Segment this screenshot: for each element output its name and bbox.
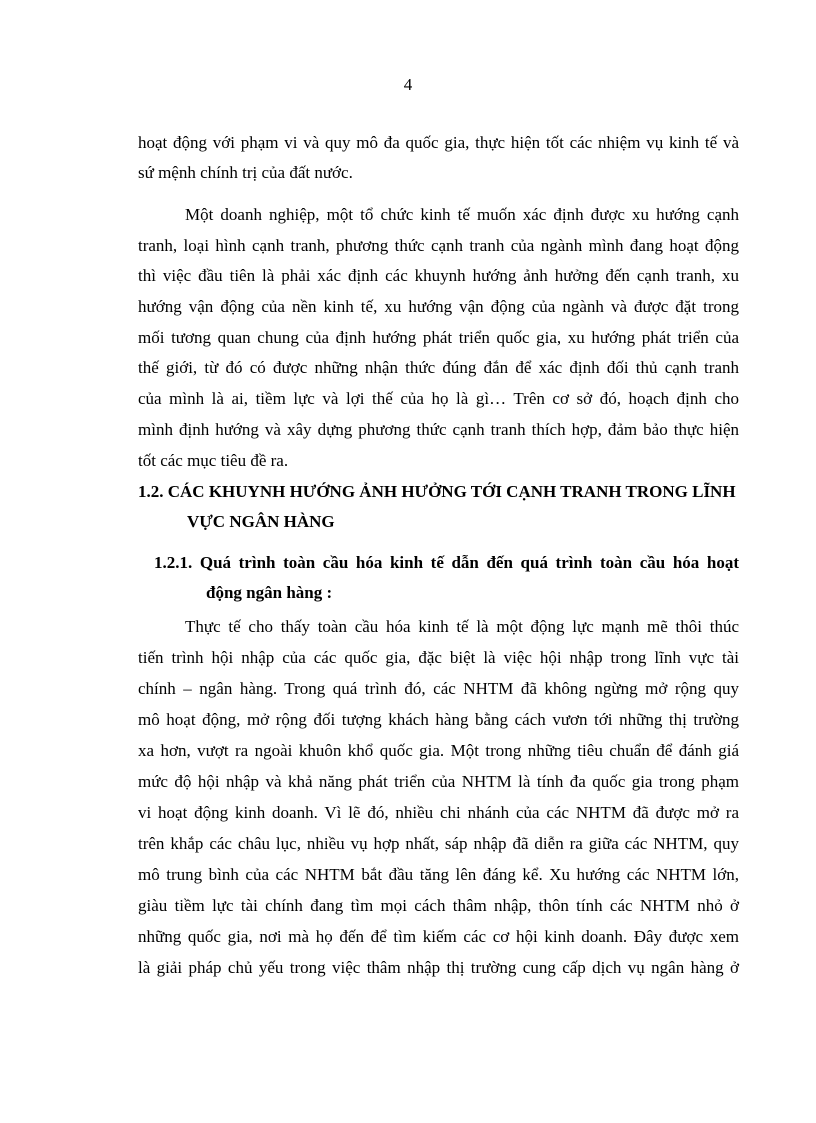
- paragraph-3-line-9: mô trung bình của các NHTM bắt đầu tăng lên đáng kể. Xu hướng các NHTM lớn,: [138, 865, 739, 884]
- paragraph-2-line-4: hướng vận động của nền kinh tế, xu hướng vận động của ngành và được đặt trong: [138, 297, 739, 316]
- paragraph-3-line-3: chính – ngân hàng. Trong quá trình đó, các NHTM đã không ngừng mở rộng quy: [138, 679, 739, 698]
- subsection-heading-1-2-1-cont: động ngân hàng :: [206, 583, 333, 602]
- paragraph-1-line-2: sứ mệnh chính trị của đất nước.: [138, 163, 353, 182]
- paragraph-2-line-1: Một doanh nghiệp, một tổ chức kinh tế muốn xác định được xu hướng cạnh: [185, 205, 739, 224]
- section-heading-1-2-cont: VỰC NGÂN HÀNG: [187, 512, 335, 531]
- paragraph-3-line-5: xa hơn, vượt ra ngoài khuôn khổ quốc gia. Một trong những tiêu chuẩn để đánh giá: [138, 741, 739, 760]
- paragraph-3-line-8: trên khắp các châu lục, nhiều vụ hợp nhất, sáp nhập đã diễn ra giữa các NHTM, quy: [138, 834, 739, 853]
- paragraph-3-line-7: vi hoạt động kinh doanh. Vì lẽ đó, nhiều chi nhánh của các NHTM đã được mở ra: [138, 803, 739, 822]
- paragraph-1-line-1: hoạt động với phạm vi và quy mô đa quốc gia, thực hiện tốt các nhiệm vụ kinh tế và: [138, 133, 739, 152]
- paragraph-2-line-3: thì việc đầu tiên là phải xác định các khuynh hướng ảnh hưởng đến cạnh tranh, xu: [138, 266, 739, 285]
- paragraph-2-line-9: tốt các mục tiêu đề ra.: [138, 451, 289, 470]
- paragraph-3-line-11: những quốc gia, nơi mà họ đến để tìm kiếm các cơ hội kinh doanh. Đây được xem: [138, 927, 739, 946]
- paragraph-2-line-8: mình định hướng và xây dựng phương thức cạnh tranh thích hợp, đảm bảo thực hiện: [138, 420, 739, 439]
- paragraph-2-line-6: thế giới, từ đó có được những nhận thức đúng đắn để xác định đối thủ cạnh tranh: [138, 358, 739, 377]
- paragraph-2-line-7: của mình là ai, tiềm lực và lợi thế của họ là gì… Trên cơ sở đó, hoạch định cho: [138, 389, 739, 408]
- paragraph-3-line-2: tiến trình hội nhập của các quốc gia, đặc biệt là việc hội nhập trong lĩnh vực tài: [138, 648, 739, 667]
- subsection-heading-1-2-1: 1.2.1. Quá trình toàn cầu hóa kinh tế dẫn đến quá trình toàn cầu hóa hoạt: [154, 553, 739, 572]
- paragraph-2-line-5: mối tương quan chung của định hướng phát triển quốc gia, xu hướng phát triển của: [138, 328, 739, 347]
- paragraph-3-line-10: giàu tiềm lực tài chính đang tìm mọi cách thâm nhập, thôn tính các NHTM nhỏ ở: [138, 896, 739, 915]
- paragraph-3-line-4: mô hoạt động, mở rộng đối tượng khách hàng bằng cách vươn tới những thị trường: [138, 710, 739, 729]
- section-heading-1-2: 1.2. CÁC KHUYNH HƯỚNG ẢNH HƯỞNG TỚI CẠNH TRANH TRONG LĨNH: [138, 482, 736, 501]
- page-number: 4: [403, 75, 413, 94]
- paragraph-3-line-12: là giải pháp chủ yếu trong việc thâm nhập thị trường cung cấp dịch vụ ngân hàng ở: [138, 958, 739, 977]
- paragraph-2-line-2: tranh, loại hình cạnh tranh, phương thức cạnh tranh của ngành mình đang hoạt động: [138, 236, 739, 255]
- paragraph-3-line-1: Thực tế cho thấy toàn cầu hóa kinh tế là một động lực mạnh mẽ thôi thúc: [185, 617, 739, 636]
- paragraph-3-line-6: mức độ hội nhập và khả năng phát triển của NHTM là tính đa quốc gia trong phạm: [138, 772, 739, 791]
